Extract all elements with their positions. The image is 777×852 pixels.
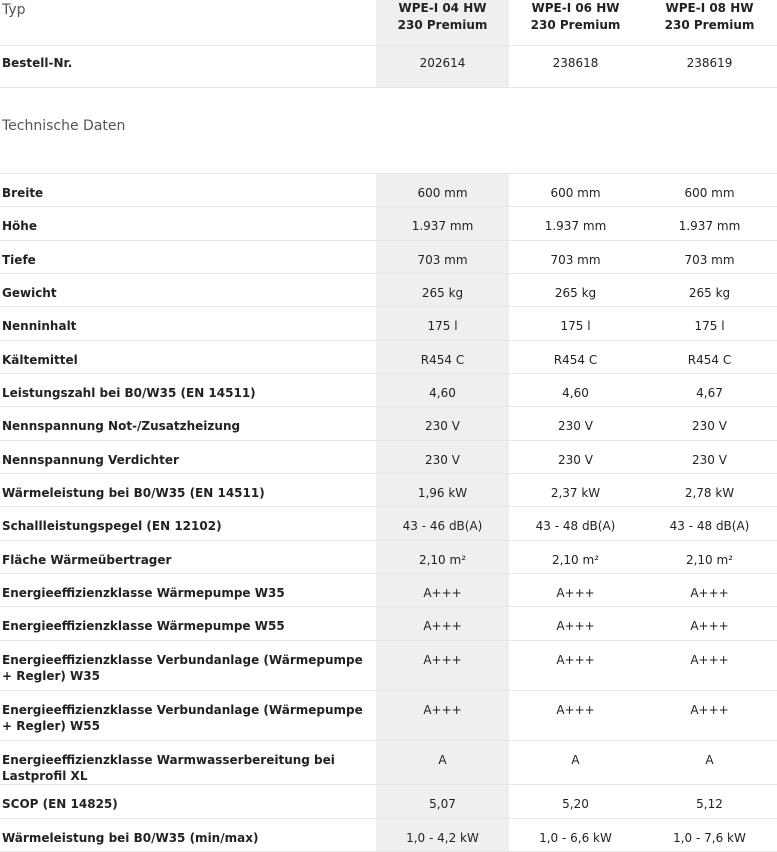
spec-value-3: 2,78 kW bbox=[642, 474, 777, 507]
spec-value-3: 230 V bbox=[642, 441, 777, 474]
spec-label: Energieeffizienzklasse Wärmepumpe W35 bbox=[0, 574, 376, 607]
order-number-label: Bestell-Nr. bbox=[0, 46, 376, 88]
spec-value-3: 5,12 bbox=[642, 785, 777, 819]
model-header-3: WPE-I 08 HW 230 Premium bbox=[642, 0, 777, 46]
spec-value-1: 2,10 m² bbox=[376, 541, 509, 574]
spec-value-1: A+++ bbox=[376, 691, 509, 741]
spec-value-2: 43 - 48 dB(A) bbox=[509, 507, 642, 541]
table-row bbox=[0, 691, 777, 741]
table-row bbox=[0, 541, 777, 574]
spec-value-3: 1.937 mm bbox=[642, 207, 777, 241]
table-row bbox=[0, 207, 777, 241]
spec-value-3: 2,10 m² bbox=[642, 541, 777, 574]
table-row bbox=[0, 574, 777, 607]
table-row bbox=[0, 341, 777, 374]
spec-value-3: 265 kg bbox=[642, 274, 777, 307]
spec-value-3: A+++ bbox=[642, 691, 777, 741]
spec-value-3: 1,0 - 7,6 kW bbox=[642, 819, 777, 852]
spec-value-1: 1,96 kW bbox=[376, 474, 509, 507]
spec-value-1: 4,60 bbox=[376, 374, 509, 407]
table-row bbox=[0, 307, 777, 341]
type-label: Typ bbox=[0, 0, 376, 46]
table-row bbox=[0, 441, 777, 474]
spec-value-2: 2,37 kW bbox=[509, 474, 642, 507]
spec-value-1: 230 V bbox=[376, 407, 509, 441]
spec-label: Kältemittel bbox=[0, 341, 376, 374]
header-row bbox=[0, 0, 777, 46]
model-header-2: WPE-I 06 HW 230 Premium bbox=[509, 0, 642, 46]
order-number-3: 238619 bbox=[642, 46, 777, 88]
spec-label: Nenninhalt bbox=[0, 307, 376, 341]
spec-value-1: 43 - 46 dB(A) bbox=[376, 507, 509, 541]
spec-label: Schallleistungspegel (EN 12102) bbox=[0, 507, 376, 541]
spec-value-2: R454 C bbox=[509, 341, 642, 374]
spec-value-3: 600 mm bbox=[642, 174, 777, 207]
spec-value-2: 600 mm bbox=[509, 174, 642, 207]
spec-value-1: 600 mm bbox=[376, 174, 509, 207]
table-row bbox=[0, 274, 777, 307]
spec-value-2: A+++ bbox=[509, 574, 642, 607]
spec-value-2: 5,20 bbox=[509, 785, 642, 819]
spec-label: Breite bbox=[0, 174, 376, 207]
table-row bbox=[0, 241, 777, 274]
spec-label: Fläche Wärmeübertrager bbox=[0, 541, 376, 574]
spec-value-3: 703 mm bbox=[642, 241, 777, 274]
spec-value-2: 1.937 mm bbox=[509, 207, 642, 241]
spec-value-1: R454 C bbox=[376, 341, 509, 374]
spec-value-2: 230 V bbox=[509, 441, 642, 474]
spec-value-2: A+++ bbox=[509, 641, 642, 691]
spec-value-2: A+++ bbox=[509, 691, 642, 741]
spec-value-3: R454 C bbox=[642, 341, 777, 374]
spec-value-2: 2,10 m² bbox=[509, 541, 642, 574]
spec-value-2: 230 V bbox=[509, 407, 642, 441]
order-number-1: 202614 bbox=[376, 46, 509, 88]
spec-value-2: A bbox=[509, 741, 642, 785]
order-number-row bbox=[0, 46, 777, 88]
spec-value-1: 1.937 mm bbox=[376, 207, 509, 241]
spec-label: Energieeffizienzklasse Wärmepumpe W55 bbox=[0, 607, 376, 641]
spec-label: Energieeffizienzklasse Warmwasserbereitung bei Lastprofil XL bbox=[0, 741, 376, 785]
spec-label: Energieeffizienzklasse Verbundanlage (Wärmepumpe + Regler) W55 bbox=[0, 691, 376, 741]
spec-label: Wärmeleistung bei B0/W35 (EN 14511) bbox=[0, 474, 376, 507]
section-title: Technische Daten bbox=[0, 88, 777, 174]
spec-value-2: 703 mm bbox=[509, 241, 642, 274]
spec-value-1: 230 V bbox=[376, 441, 509, 474]
table-row bbox=[0, 741, 777, 785]
table-row bbox=[0, 641, 777, 691]
spec-value-3: 230 V bbox=[642, 407, 777, 441]
spec-label: SCOP (EN 14825) bbox=[0, 785, 376, 819]
spec-label: Nennspannung Verdichter bbox=[0, 441, 376, 474]
spec-value-3: 4,67 bbox=[642, 374, 777, 407]
spec-value-1: 175 l bbox=[376, 307, 509, 341]
spec-value-1: 265 kg bbox=[376, 274, 509, 307]
table-row bbox=[0, 507, 777, 541]
spec-value-3: A+++ bbox=[642, 574, 777, 607]
spec-value-3: A bbox=[642, 741, 777, 785]
spec-label: Höhe bbox=[0, 207, 376, 241]
spec-value-2: 265 kg bbox=[509, 274, 642, 307]
spec-value-1: 703 mm bbox=[376, 241, 509, 274]
spec-value-1: A+++ bbox=[376, 607, 509, 641]
spec-label: Nennspannung Not-/Zusatzheizung bbox=[0, 407, 376, 441]
section-header-row bbox=[0, 88, 777, 174]
spec-value-1: 5,07 bbox=[376, 785, 509, 819]
table-row bbox=[0, 607, 777, 641]
table-row bbox=[0, 407, 777, 441]
spec-value-1: A bbox=[376, 741, 509, 785]
spec-label: Energieeffizienzklasse Verbundanlage (Wärmepumpe + Regler) W35 bbox=[0, 641, 376, 691]
spec-value-3: A+++ bbox=[642, 641, 777, 691]
order-number-2: 238618 bbox=[509, 46, 642, 88]
spec-value-1: A+++ bbox=[376, 574, 509, 607]
model-header-1: WPE-I 04 HW 230 Premium bbox=[376, 0, 509, 46]
spec-value-3: A+++ bbox=[642, 607, 777, 641]
table-row bbox=[0, 374, 777, 407]
spec-value-2: 175 l bbox=[509, 307, 642, 341]
spec-label: Gewicht bbox=[0, 274, 376, 307]
table-row bbox=[0, 174, 777, 207]
spec-label: Leistungszahl bei B0/W35 (EN 14511) bbox=[0, 374, 376, 407]
spec-value-3: 43 - 48 dB(A) bbox=[642, 507, 777, 541]
spec-value-2: A+++ bbox=[509, 607, 642, 641]
spec-value-3: 175 l bbox=[642, 307, 777, 341]
spec-value-1: 1,0 - 4,2 kW bbox=[376, 819, 509, 852]
spec-value-2: 1,0 - 6,6 kW bbox=[509, 819, 642, 852]
spec-value-2: 4,60 bbox=[509, 374, 642, 407]
spec-label: Wärmeleistung bei B0/W35 (min/max) bbox=[0, 819, 376, 852]
spec-value-1: A+++ bbox=[376, 641, 509, 691]
table-row bbox=[0, 819, 777, 852]
spec-label: Tiefe bbox=[0, 241, 376, 274]
table-row bbox=[0, 474, 777, 507]
